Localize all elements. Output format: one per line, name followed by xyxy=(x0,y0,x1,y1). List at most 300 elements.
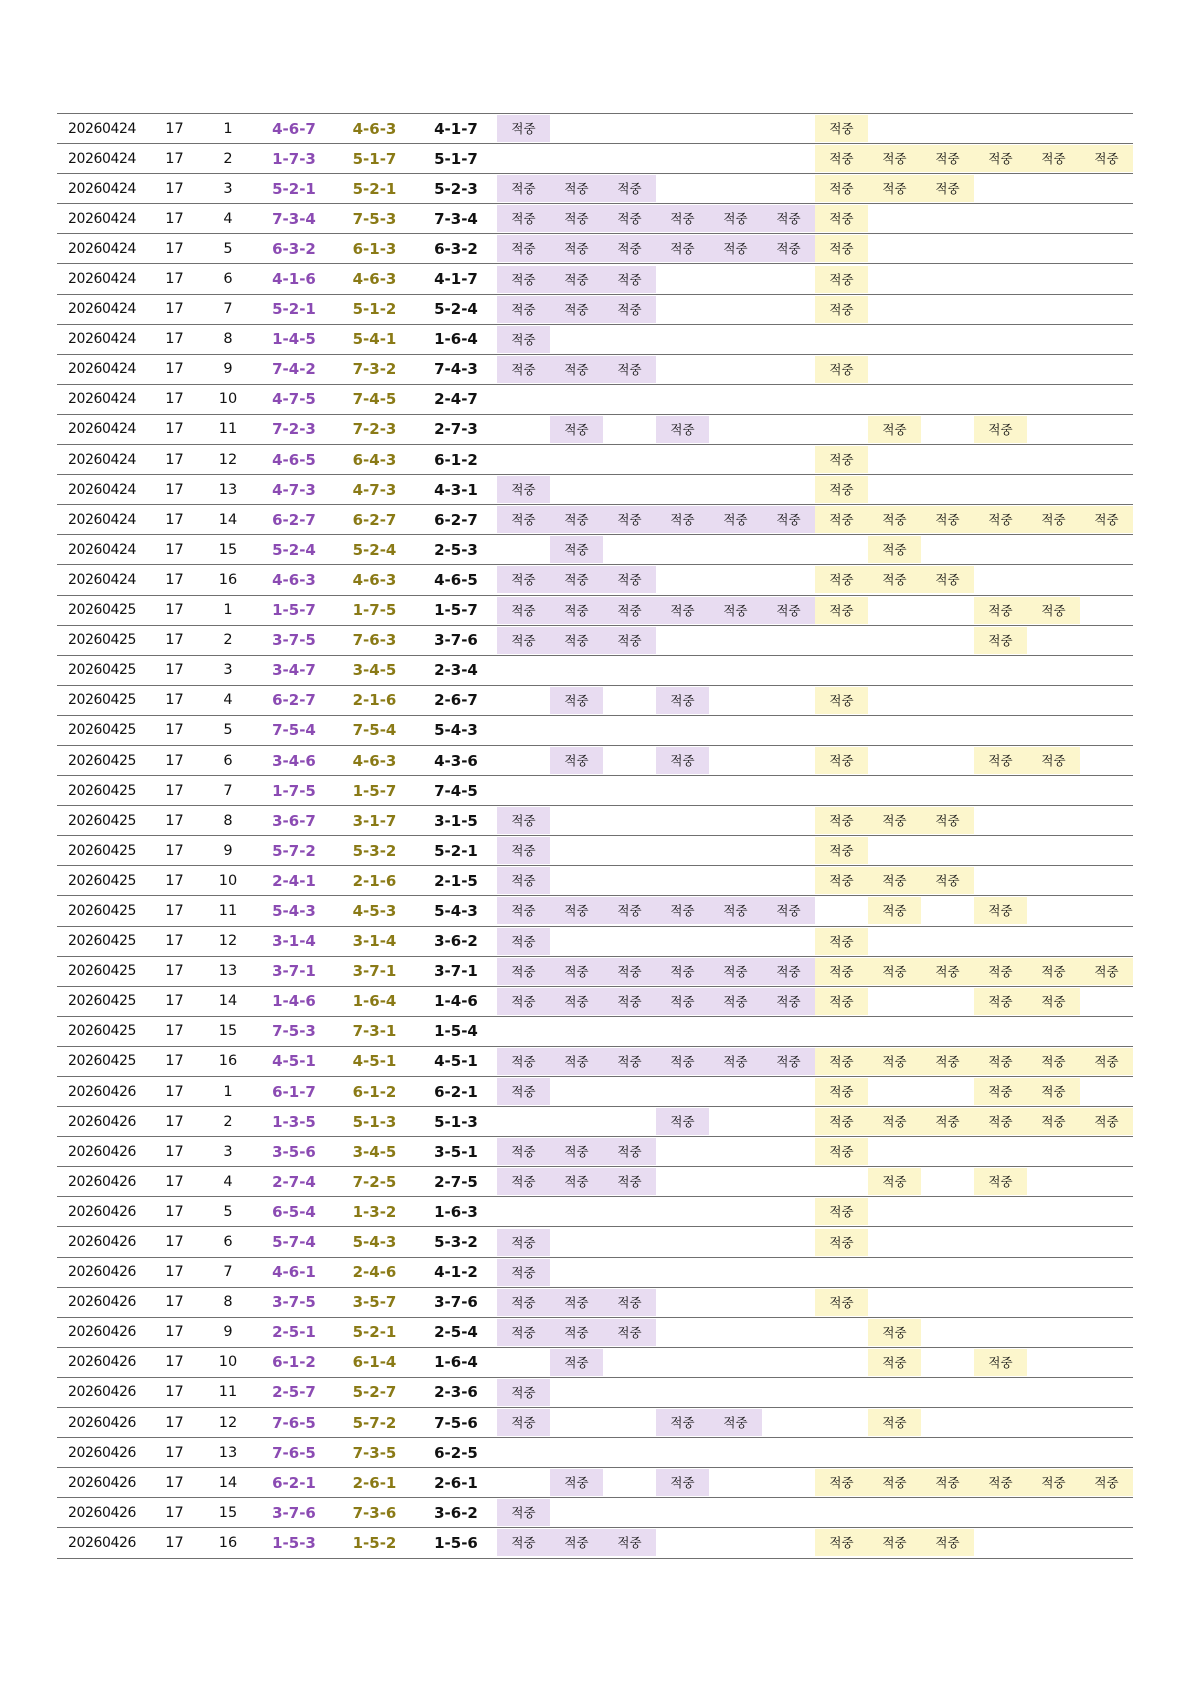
hit-badge: 적중 xyxy=(603,296,656,323)
hit-badge: 적중 xyxy=(550,988,603,1015)
hit-badge: 적중 xyxy=(815,566,868,593)
empty-cell xyxy=(974,204,1027,234)
empty-cell xyxy=(550,1377,603,1407)
empty-cell xyxy=(815,384,868,414)
hit-cell xyxy=(815,806,868,836)
pick-purple-cell: 1-4-5 xyxy=(272,330,316,349)
number-cell: 17 xyxy=(165,571,184,588)
table-row xyxy=(57,1317,1133,1347)
race-number-cell: 15 xyxy=(218,1023,238,1040)
empty-cell xyxy=(1080,1016,1133,1046)
empty-cell xyxy=(921,114,974,144)
empty-cell xyxy=(921,1287,974,1317)
hit-cell xyxy=(550,505,603,535)
hit-cell xyxy=(868,414,921,444)
pick-purple-cell: 3-4-6 xyxy=(272,751,316,770)
hit-cell xyxy=(550,986,603,1016)
hit-badge: 적중 xyxy=(603,1168,656,1195)
empty-cell xyxy=(921,1498,974,1528)
empty-cell xyxy=(868,715,921,745)
hit-cell xyxy=(1027,956,1080,986)
hit-cell xyxy=(815,1197,868,1227)
empty-cell xyxy=(1027,475,1080,505)
hit-cell xyxy=(550,745,603,775)
pick-purple-cell: 1-7-3 xyxy=(272,149,316,168)
race-number-cell: 5 xyxy=(223,240,233,257)
empty-cell xyxy=(762,806,815,836)
hit-cell xyxy=(497,1317,550,1347)
hit-badge: 적중 xyxy=(815,1469,868,1496)
empty-cell xyxy=(497,384,550,414)
result-cell: 5-4-3 xyxy=(434,901,478,920)
empty-cell xyxy=(603,535,656,565)
pick-purple-cell: 5-2-1 xyxy=(272,179,316,198)
empty-cell xyxy=(921,324,974,354)
hit-cell xyxy=(550,1287,603,1317)
empty-cell xyxy=(1027,715,1080,745)
hit-cell xyxy=(815,836,868,866)
hit-cell xyxy=(603,956,656,986)
hit-badge: 적중 xyxy=(815,807,868,834)
pick-olive-cell: 5-1-3 xyxy=(352,1112,397,1131)
empty-cell xyxy=(868,986,921,1016)
hit-badge: 적중 xyxy=(974,1349,1027,1376)
empty-cell xyxy=(1027,1408,1080,1438)
hit-cell xyxy=(1080,144,1133,174)
hit-badge: 적중 xyxy=(550,266,603,293)
empty-cell xyxy=(709,114,762,144)
hit-cell xyxy=(815,1528,868,1558)
table-row xyxy=(57,1498,1133,1528)
empty-cell xyxy=(1027,1317,1080,1347)
result-cell: 1-6-4 xyxy=(434,1353,478,1372)
pick-purple-cell: 2-5-7 xyxy=(272,1383,316,1402)
empty-cell xyxy=(762,655,815,685)
date-cell: 20260426 xyxy=(67,1294,137,1311)
empty-cell xyxy=(709,1468,762,1498)
race-number-cell: 6 xyxy=(223,271,233,288)
hit-cell xyxy=(497,1077,550,1107)
empty-cell xyxy=(921,1167,974,1197)
result-cell: 2-7-3 xyxy=(434,420,478,439)
number-cell: 17 xyxy=(165,240,184,257)
hit-badge: 적중 xyxy=(550,1319,603,1346)
hit-cell xyxy=(550,535,603,565)
hit-cell xyxy=(1080,1107,1133,1137)
hit-badge: 적중 xyxy=(1080,506,1133,533)
empty-cell xyxy=(815,1167,868,1197)
result-cell: 2-7-5 xyxy=(434,1172,478,1191)
pick-olive-cell: 2-1-6 xyxy=(352,871,397,890)
hit-cell xyxy=(921,1468,974,1498)
pick-purple-cell: 7-6-5 xyxy=(272,1443,316,1462)
empty-cell xyxy=(1080,1377,1133,1407)
empty-cell xyxy=(815,414,868,444)
pick-purple-cell: 7-5-3 xyxy=(272,1022,316,1041)
result-cell: 6-2-5 xyxy=(434,1443,478,1462)
hit-cell xyxy=(550,414,603,444)
hit-cell xyxy=(497,1528,550,1558)
number-cell: 17 xyxy=(165,1444,184,1461)
hit-badge: 적중 xyxy=(709,506,762,533)
empty-cell xyxy=(550,715,603,745)
empty-cell xyxy=(656,354,709,384)
empty-cell xyxy=(656,1498,709,1528)
empty-cell xyxy=(709,715,762,745)
hit-cell xyxy=(709,234,762,264)
race-number-cell: 5 xyxy=(223,722,233,739)
empty-cell xyxy=(656,1317,709,1347)
result-cell: 4-6-5 xyxy=(434,570,478,589)
hit-badge: 적중 xyxy=(921,566,974,593)
hit-cell xyxy=(497,1227,550,1257)
empty-cell xyxy=(974,926,1027,956)
number-cell: 17 xyxy=(165,632,184,649)
hit-badge: 적중 xyxy=(815,145,868,172)
pick-olive-cell: 1-5-7 xyxy=(352,781,397,800)
empty-cell xyxy=(550,866,603,896)
hit-badge: 적중 xyxy=(974,988,1027,1015)
hit-cell xyxy=(497,806,550,836)
table-row xyxy=(57,384,1133,414)
hit-badge: 적중 xyxy=(815,476,868,503)
empty-cell xyxy=(868,1498,921,1528)
hit-badge: 적중 xyxy=(497,1138,550,1165)
hit-cell xyxy=(974,144,1027,174)
empty-cell xyxy=(709,806,762,836)
empty-cell xyxy=(1027,1528,1080,1558)
date-cell: 20260426 xyxy=(67,1384,137,1401)
date-cell: 20260425 xyxy=(67,812,137,829)
empty-cell xyxy=(497,1468,550,1498)
number-cell: 17 xyxy=(165,842,184,859)
number-cell: 17 xyxy=(165,752,184,769)
empty-cell xyxy=(1080,565,1133,595)
hit-badge: 적중 xyxy=(868,1409,921,1436)
date-cell: 20260426 xyxy=(67,1143,137,1160)
number-cell: 17 xyxy=(165,210,184,227)
race-number-cell: 16 xyxy=(218,1053,238,1070)
empty-cell xyxy=(1080,655,1133,685)
result-cell: 2-5-3 xyxy=(434,540,478,559)
empty-cell xyxy=(709,144,762,174)
date-cell: 20260426 xyxy=(67,1444,137,1461)
hit-badge: 적중 xyxy=(603,1529,656,1556)
pick-olive-cell: 6-1-2 xyxy=(352,1082,397,1101)
hit-cell xyxy=(974,896,1027,926)
empty-cell xyxy=(921,264,974,294)
table-row xyxy=(57,1016,1133,1046)
hit-badge: 적중 xyxy=(1027,145,1080,172)
pick-olive-cell: 4-7-3 xyxy=(352,480,397,499)
hit-cell xyxy=(815,1468,868,1498)
pick-purple-cell: 6-1-7 xyxy=(272,1082,316,1101)
empty-cell xyxy=(603,776,656,806)
hit-badge: 적중 xyxy=(497,958,550,985)
hit-cell xyxy=(497,1287,550,1317)
result-cell: 7-5-6 xyxy=(434,1413,478,1432)
hit-cell xyxy=(815,565,868,595)
hit-cell xyxy=(497,354,550,384)
pick-olive-cell: 3-1-4 xyxy=(352,932,397,951)
empty-cell xyxy=(762,1077,815,1107)
pick-purple-cell: 4-6-7 xyxy=(272,119,316,138)
number-cell: 17 xyxy=(165,150,184,167)
empty-cell xyxy=(497,1197,550,1227)
hit-badge: 적중 xyxy=(497,837,550,864)
empty-cell xyxy=(709,475,762,505)
empty-cell xyxy=(762,354,815,384)
hit-cell xyxy=(815,204,868,234)
empty-cell xyxy=(921,926,974,956)
empty-cell xyxy=(550,1498,603,1528)
hit-cell xyxy=(868,1046,921,1076)
pick-purple-cell: 1-3-5 xyxy=(272,1112,316,1131)
empty-cell xyxy=(921,1408,974,1438)
empty-cell xyxy=(974,1498,1027,1528)
empty-cell xyxy=(497,745,550,775)
empty-cell xyxy=(603,1016,656,1046)
number-cell: 17 xyxy=(165,902,184,919)
empty-cell xyxy=(815,1347,868,1377)
empty-cell xyxy=(762,174,815,204)
empty-cell xyxy=(656,1227,709,1257)
hit-badge: 적중 xyxy=(815,1198,868,1225)
hit-cell xyxy=(815,234,868,264)
race-number-cell: 9 xyxy=(223,361,233,378)
race-number-cell: 11 xyxy=(218,902,238,919)
empty-cell xyxy=(1080,1528,1133,1558)
date-cell: 20260424 xyxy=(67,180,137,197)
pick-olive-cell: 7-3-2 xyxy=(352,360,397,379)
empty-cell xyxy=(974,174,1027,204)
hit-cell xyxy=(497,204,550,234)
hit-cell xyxy=(974,1046,1027,1076)
result-cell: 3-1-5 xyxy=(434,811,478,830)
table-row xyxy=(57,234,1133,264)
empty-cell xyxy=(603,1227,656,1257)
result-cell: 3-6-2 xyxy=(434,932,478,951)
hit-badge: 적중 xyxy=(868,867,921,894)
empty-cell xyxy=(656,625,709,655)
race-number-cell: 3 xyxy=(223,180,233,197)
table-row xyxy=(57,836,1133,866)
hit-cell xyxy=(603,565,656,595)
hit-cell xyxy=(709,1408,762,1438)
hit-badge: 적중 xyxy=(815,747,868,774)
hit-badge: 적중 xyxy=(974,506,1027,533)
hit-cell xyxy=(868,1107,921,1137)
pick-purple-cell: 4-6-1 xyxy=(272,1263,316,1282)
empty-cell xyxy=(1080,324,1133,354)
number-cell: 17 xyxy=(165,1324,184,1341)
hit-cell xyxy=(1027,595,1080,625)
empty-cell xyxy=(921,715,974,745)
hit-badge: 적중 xyxy=(497,1078,550,1105)
race-number-cell: 15 xyxy=(218,541,238,558)
hit-badge: 적중 xyxy=(497,897,550,924)
empty-cell xyxy=(656,1016,709,1046)
empty-cell xyxy=(656,174,709,204)
hit-badge: 적중 xyxy=(603,235,656,262)
empty-cell xyxy=(762,1016,815,1046)
empty-cell xyxy=(974,445,1027,475)
empty-cell xyxy=(921,414,974,444)
pick-olive-cell: 3-7-1 xyxy=(352,962,397,981)
date-cell: 20260426 xyxy=(67,1474,137,1491)
hit-badge: 적중 xyxy=(497,1168,550,1195)
empty-cell xyxy=(656,475,709,505)
empty-cell xyxy=(974,1438,1027,1468)
empty-cell xyxy=(1080,174,1133,204)
hit-badge: 적중 xyxy=(868,1529,921,1556)
result-cell: 6-1-2 xyxy=(434,450,478,469)
hit-badge: 적중 xyxy=(550,1349,603,1376)
hit-badge: 적중 xyxy=(656,687,709,714)
empty-cell xyxy=(762,414,815,444)
result-cell: 6-2-7 xyxy=(434,510,478,529)
empty-cell xyxy=(868,264,921,294)
empty-cell xyxy=(815,1257,868,1287)
pick-olive-cell: 3-4-5 xyxy=(352,1142,397,1161)
hit-badge: 적중 xyxy=(815,235,868,262)
number-cell: 17 xyxy=(165,1203,184,1220)
empty-cell xyxy=(1027,836,1080,866)
table-row xyxy=(57,1438,1133,1468)
hit-badge: 적중 xyxy=(550,1289,603,1316)
hit-cell xyxy=(656,1046,709,1076)
empty-cell xyxy=(603,445,656,475)
empty-cell xyxy=(1080,114,1133,144)
race-number-cell: 3 xyxy=(223,662,233,679)
result-cell: 1-6-3 xyxy=(434,1202,478,1221)
pick-olive-cell: 2-1-6 xyxy=(352,691,397,710)
empty-cell xyxy=(603,655,656,685)
empty-cell xyxy=(921,1197,974,1227)
hit-badge: 적중 xyxy=(550,235,603,262)
hit-cell xyxy=(1080,956,1133,986)
hit-badge: 적중 xyxy=(656,597,709,624)
empty-cell xyxy=(868,1377,921,1407)
table-row xyxy=(57,806,1133,836)
hit-badge: 적중 xyxy=(497,1379,550,1406)
hit-badge: 적중 xyxy=(815,687,868,714)
hit-badge: 적중 xyxy=(709,1409,762,1436)
hit-cell xyxy=(1027,1077,1080,1107)
race-number-cell: 4 xyxy=(223,1173,233,1190)
hit-cell xyxy=(709,204,762,234)
hit-cell xyxy=(497,1408,550,1438)
hit-badge: 적중 xyxy=(1027,747,1080,774)
empty-cell xyxy=(709,1498,762,1528)
hit-cell xyxy=(603,625,656,655)
empty-cell xyxy=(1080,595,1133,625)
hit-badge: 적중 xyxy=(550,1529,603,1556)
empty-cell xyxy=(603,836,656,866)
date-cell: 20260424 xyxy=(67,511,137,528)
table-row xyxy=(57,776,1133,806)
hit-cell xyxy=(550,896,603,926)
empty-cell xyxy=(1080,234,1133,264)
hit-badge: 적중 xyxy=(656,235,709,262)
hit-badge: 적중 xyxy=(550,958,603,985)
empty-cell xyxy=(974,1016,1027,1046)
empty-cell xyxy=(762,745,815,775)
hit-badge: 적중 xyxy=(550,1048,603,1075)
date-cell: 20260426 xyxy=(67,1534,137,1551)
result-cell: 1-5-6 xyxy=(434,1533,478,1552)
empty-cell xyxy=(1080,1287,1133,1317)
table-row xyxy=(57,324,1133,354)
hit-badge: 적중 xyxy=(762,235,815,262)
table-row xyxy=(57,1257,1133,1287)
number-cell: 17 xyxy=(165,812,184,829)
empty-cell xyxy=(1080,1167,1133,1197)
hit-cell xyxy=(815,174,868,204)
empty-cell xyxy=(921,384,974,414)
empty-cell xyxy=(762,1408,815,1438)
number-cell: 17 xyxy=(165,933,184,950)
number-cell: 17 xyxy=(165,1384,184,1401)
empty-cell xyxy=(709,264,762,294)
empty-cell xyxy=(603,384,656,414)
hit-badge: 적중 xyxy=(868,897,921,924)
empty-cell xyxy=(1027,1498,1080,1528)
empty-cell xyxy=(497,445,550,475)
empty-cell xyxy=(603,1257,656,1287)
empty-cell xyxy=(656,114,709,144)
hit-cell xyxy=(921,806,974,836)
hit-cell xyxy=(974,986,1027,1016)
hit-cell xyxy=(497,114,550,144)
empty-cell xyxy=(921,1016,974,1046)
empty-cell xyxy=(974,114,1027,144)
hit-cell xyxy=(603,264,656,294)
hit-badge: 적중 xyxy=(1027,1108,1080,1135)
race-number-cell: 10 xyxy=(218,1354,238,1371)
hit-cell xyxy=(762,204,815,234)
hit-cell xyxy=(974,595,1027,625)
result-cell: 1-4-6 xyxy=(434,992,478,1011)
hit-badge: 적중 xyxy=(497,1529,550,1556)
result-cell: 5-3-2 xyxy=(434,1233,478,1252)
empty-cell xyxy=(1027,264,1080,294)
pick-purple-cell: 5-2-4 xyxy=(272,540,316,559)
empty-cell xyxy=(550,1077,603,1107)
date-cell: 20260424 xyxy=(67,571,137,588)
hit-cell xyxy=(497,986,550,1016)
empty-cell xyxy=(868,926,921,956)
empty-cell xyxy=(921,1257,974,1287)
result-cell: 7-3-4 xyxy=(434,209,478,228)
empty-cell xyxy=(762,866,815,896)
hit-cell xyxy=(603,1317,656,1347)
hit-badge: 적중 xyxy=(762,897,815,924)
hit-cell xyxy=(497,324,550,354)
race-number-cell: 9 xyxy=(223,1324,233,1341)
pick-purple-cell: 6-1-2 xyxy=(272,1353,316,1372)
hit-cell xyxy=(497,956,550,986)
empty-cell xyxy=(921,986,974,1016)
table-row xyxy=(57,715,1133,745)
hit-badge: 적중 xyxy=(656,958,709,985)
results-table xyxy=(57,113,1133,1559)
number-cell: 17 xyxy=(165,1113,184,1130)
pick-purple-cell: 3-4-7 xyxy=(272,661,316,680)
hit-badge: 적중 xyxy=(497,566,550,593)
race-number-cell: 8 xyxy=(223,812,233,829)
date-cell: 20260425 xyxy=(67,782,137,799)
